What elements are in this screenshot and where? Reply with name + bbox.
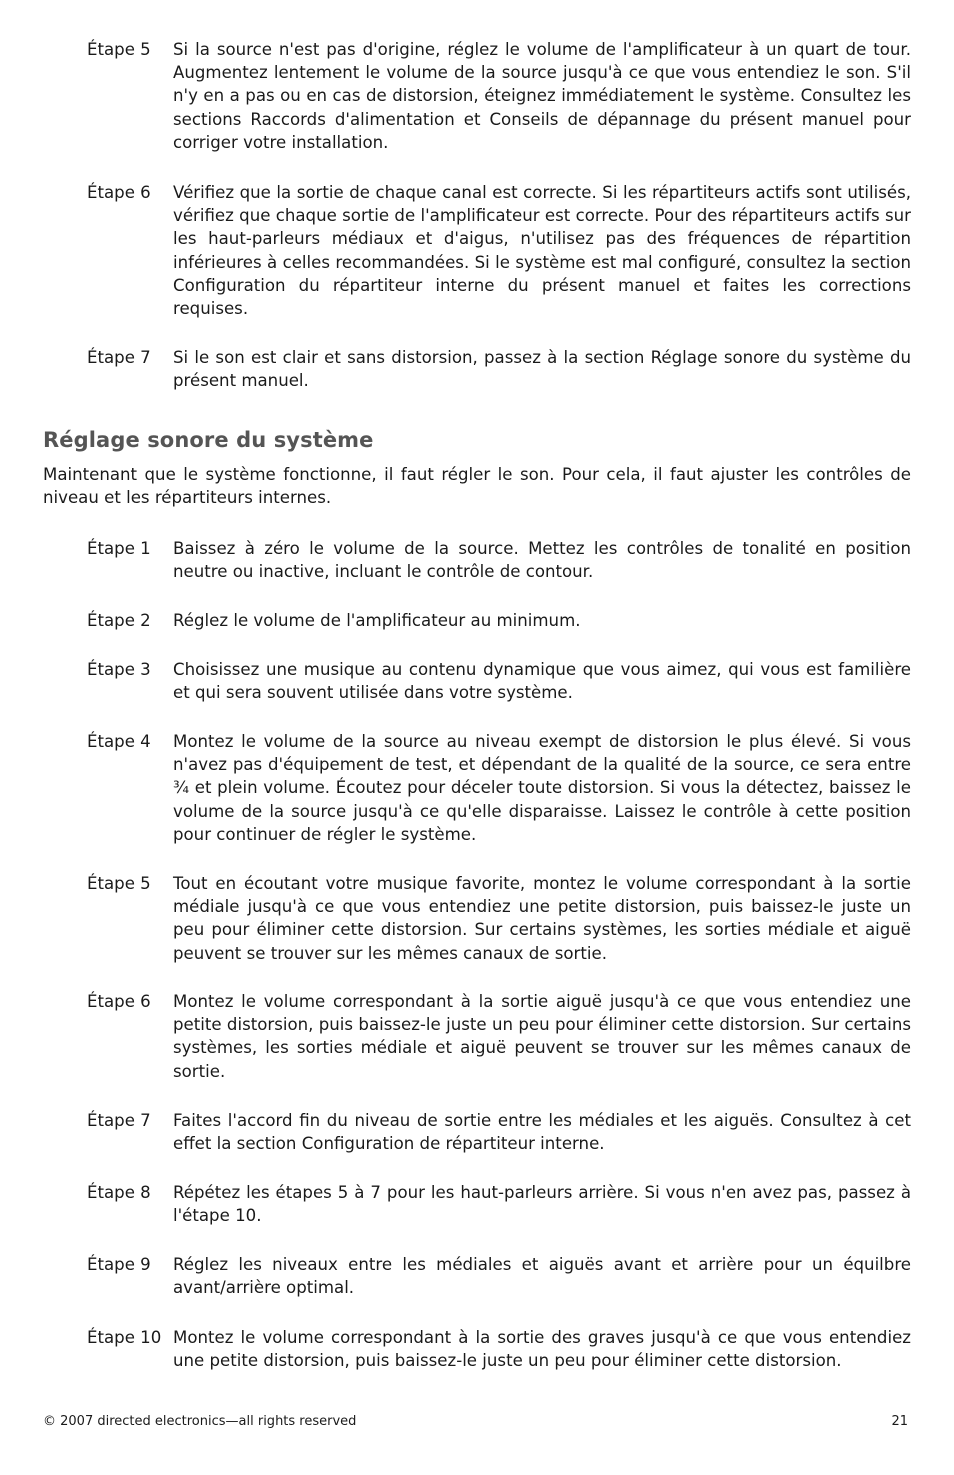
step-block	[87, 537, 911, 583]
step-text: Choisissez une musique au contenu dynamique que vous aimez, qui vous est familière et qui sera souvent utilisée dans votre système.	[173, 660, 911, 703]
step-block	[87, 658, 911, 704]
step-label: Étape 6	[87, 183, 151, 202]
step-block	[87, 990, 911, 1083]
step-text: Réglez les niveaux entre les médiales et aiguës avant et arrière pour un équilbre avant/arrière optimal.	[173, 1255, 911, 1298]
step-label: Étape 10	[87, 1328, 162, 1347]
step-label: Étape 8	[87, 1183, 151, 1202]
step-text: Si la source n'est pas d'origine, réglez le volume de l'amplificateur à un quart de tour. Augmentez lentement le volume de la source jusqu'à ce que vous entendiez le son. S'il n'y en a pas ou en cas de distorsion, éteignez immédiatement le système. Consultez les sections Raccords d'alimentation et Conseils de dépannage du présent manuel pour corriger votre installation.	[173, 40, 911, 152]
step-text: Montez le volume de la source au niveau exempt de distorsion le plus élevé. Si vous n'avez pas d'équipement de test, et dépendant de la qualité de la source, ce sera entre ¾ et plein volume. Écoutez pour déceler toute distorsion. Si vous la détectez, baissez le volume de la source jusqu'à ce qu'elle disparaisse. Laissez le contrôle à cette position pour continuer de régler le système.	[173, 732, 911, 844]
step-block	[87, 730, 911, 846]
step-text: Si le son est clair et sans distorsion, passez à la section Réglage sonore du système du présent manuel.	[173, 348, 911, 391]
step-label: Étape 9	[87, 1255, 151, 1274]
step-text: Réglez le volume de l'amplificateur au minimum.	[173, 611, 581, 630]
step-block	[87, 1326, 911, 1372]
step-block	[87, 1253, 911, 1299]
step-label: Étape 4	[87, 732, 151, 751]
step-block	[87, 872, 911, 965]
step-block	[87, 1181, 911, 1227]
step-text: Faites l'accord fin du niveau de sortie entre les médiales et les aiguës. Consultez à cet effet la section Configuration de répartiteur interne.	[173, 1111, 911, 1154]
step-block	[87, 346, 911, 392]
step-label: Étape 2	[87, 611, 151, 630]
step-text: Répétez les étapes 5 à 7 pour les haut-parleurs arrière. Si vous n'en avez pas, passez à l'étape 10.	[173, 1183, 911, 1226]
step-block	[87, 1109, 911, 1155]
section-heading: Réglage sonore du système	[43, 428, 374, 452]
footer-copyright: © 2007 directed electronics—all rights reserved	[43, 1414, 357, 1429]
section-intro: Maintenant que le système fonctionne, il faut régler le son. Pour cela, il faut ajuster les contrôles de niveau et les répartiteurs internes.	[43, 465, 911, 508]
step-label: Étape 5	[87, 40, 151, 59]
step-label: Étape 7	[87, 348, 151, 367]
step-label: Étape 7	[87, 1111, 151, 1130]
step-text: Montez le volume correspondant à la sortie aiguë jusqu'à ce que vous entendiez une petite distorsion, puis baissez-le juste un peu pour éliminer cette distorsion. Sur certains systèmes, les sorties médiale et aiguë peuvent se trouver sur les mêmes canaux de sortie.	[173, 992, 911, 1081]
step-text: Montez le volume correspondant à la sortie des graves jusqu'à ce que vous entendiez une petite distorsion, puis baissez-le juste un peu pour éliminer cette distorsion.	[173, 1328, 911, 1371]
step-block	[87, 609, 911, 632]
step-label: Étape 5	[87, 874, 151, 893]
step-text: Vérifiez que la sortie de chaque canal est correcte. Si les répartiteurs actifs sont utilisés, vérifiez que chaque sortie de l'amplificateur est correcte. Pour des répartiteurs actifs sur les haut-parleurs médiaux et d'aigus, n'utilisez pas des fréquences de répartition inférieures à celles recommandées. Si le système est mal configuré, consultez la section Configuration du répartiteur interne du présent manuel et faites les corrections requises.	[173, 183, 911, 319]
step-block	[87, 38, 911, 154]
step-text: Tout en écoutant votre musique favorite, montez le volume correspondant à la sortie médiale jusqu'à ce que vous entendiez une petite distorsion, puis baissez-le juste un peu pour éliminer cette distorsion. Sur certains systèmes, les sorties médiale et aiguë peuvent se trouver sur les mêmes canaux de sortie.	[173, 874, 911, 963]
step-block	[87, 181, 911, 320]
step-label: Étape 6	[87, 992, 151, 1011]
step-label: Étape 3	[87, 660, 151, 679]
page-number: 21	[891, 1414, 908, 1429]
step-text: Baissez à zéro le volume de la source. Mettez les contrôles de tonalité en position neutre ou inactive, incluant le contrôle de contour.	[173, 539, 911, 582]
step-label: Étape 1	[87, 539, 151, 558]
